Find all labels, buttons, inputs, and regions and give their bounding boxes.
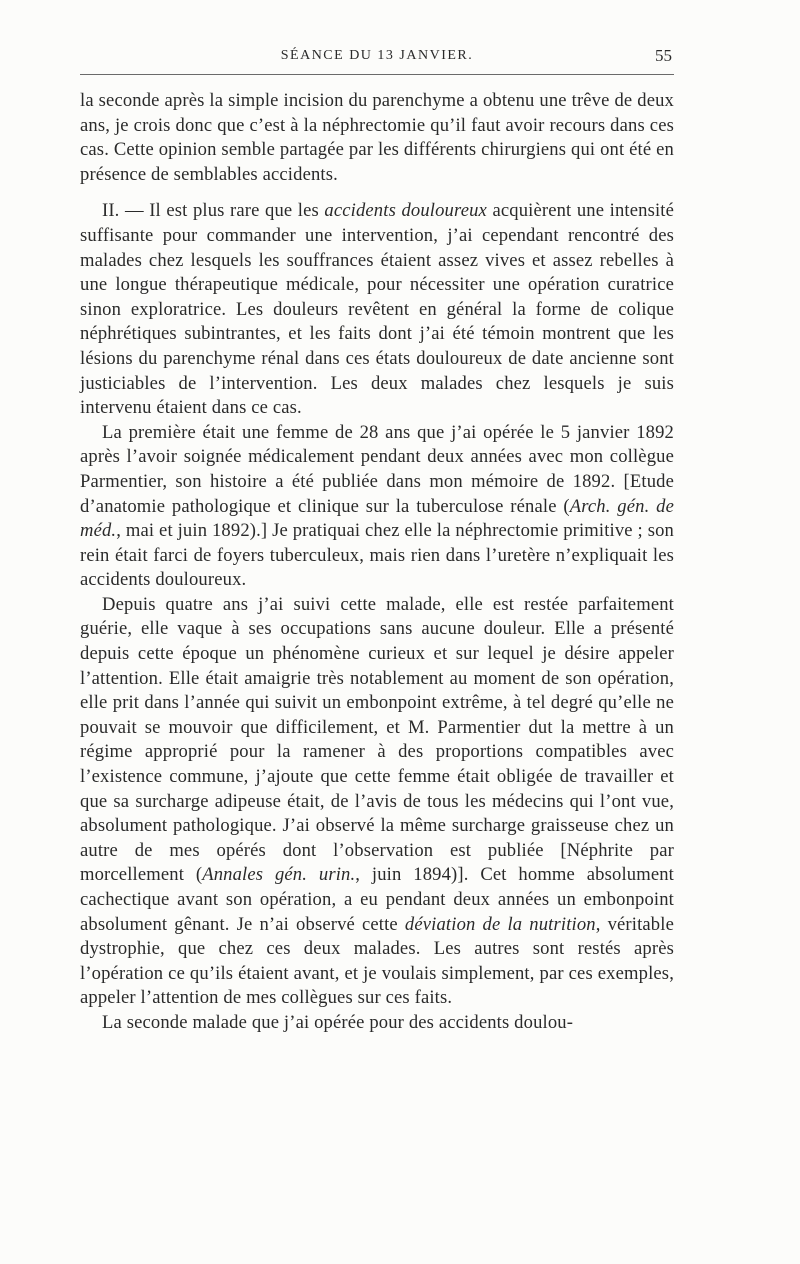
page-number: 55	[655, 46, 672, 65]
header-title: SÉANCE DU 13 JANVIER.	[280, 48, 474, 63]
running-header	[80, 40, 674, 75]
paragraph-second-case: La seconde malade que j’ai opérée pour des accidents doulou-	[102, 1011, 574, 1033]
paragraph-first-case: La première était une femme de 28 ans que j’ai opérée le 5 janvier 1892 après l’avoir soignée médicalement pendant deux années avec mon collègue Parmentier, son histoire a été publiée dans mon mémoire de 1892. [Etude d’anatomie pathologique et clinique sur la tuberculose rénale (Arch. gén. de méd., mai et juin 1892).] Je pratiquai chez elle la néphrectomie primitive ; son rein était farci de foyers tuberculeux, mais rien dans l’uretère n’expliquait les accidents douloureux.	[80, 421, 674, 591]
body-text	[80, 89, 674, 1036]
paragraph-continuation: la seconde après la simple incision du parenchyme a obtenu une trêve de deux ans, je crois donc que c’est à la néphrectomie qu’il faut avoir recours dans ces cas. Cette opinion semble partagée par les différents chirurgiens qui ont été en présence de semblables accidents.	[80, 90, 674, 185]
paragraph-follow-up: Depuis quatre ans j’ai suivi cette malade, elle est restée parfaitement guérie, elle vaque à ses occupations sans aucune douleur. Elle a présenté depuis cette époque un phénomène curieux et sur lequel je désire appeler l’attention. Elle était amaigrie très notablement au moment de son opération, elle prit dans l’année qui suivit un embonpoint extrême, à tel degré qu’elle ne pouvait se mouvoir que difficilement, et M. Parmentier dut la mettre à un régime approprié pour la ramener à des proportions compatibles avec l’existence commune, j’ajoute que cette femme était obligée de travailler et que sa surcharge adipeuse était, de l’avis de tous les médecins qui l’ont vue, absolument pathologique. J’ai observé la même surcharge graisseuse chez un autre de mes opérés dont l’observation est publiée [Néphrite par morcellement (Annales gén. urin., juin 1894)]. Cet homme absolument cachectique avant son opération, a eu pendant deux années un embonpoint absolument gênant. Je n’ai observé cette déviation de la nutrition, véritable dystrophie, que chez ces deux malades. Les autres sont restés après l’opération ce qu’ils étaient avant, et je voulais simplement, par ces exemples, appeler l’attention de mes collègues sur ces faits.	[80, 593, 674, 1009]
page	[80, 40, 674, 1036]
paragraph-section-ii: II. — Il est plus rare que les accidents douloureux acquièrent une intensité suffisante pour commander une intervention, j’ai cependant rencontré des malades chez lesquels les souffrances étaient assez vives et assez rebelles à une longue thérapeutique médicale, pour nécessiter une opération curatrice sinon exploratrice. Les douleurs revêtent en général la forme de colique néphrétiques subintrantes, et les faits dont j’ai été témoin montrent que les lésions du parenchyme rénal dans ces états douloureux de date ancienne sont justiciables de l’intervention. Les deux malades chez lesquels je suis intervenu étaient dans ce cas.	[80, 200, 674, 419]
